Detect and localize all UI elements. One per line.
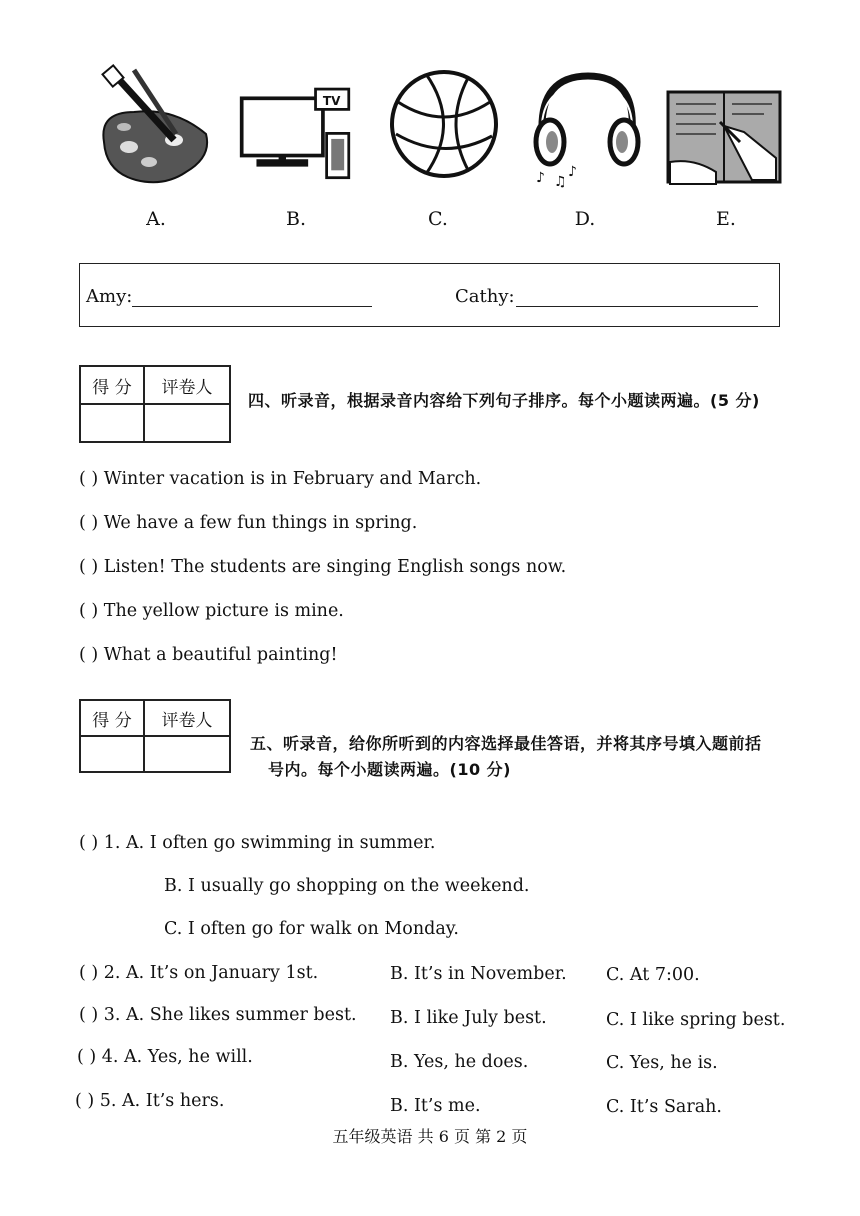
picture-label-d: D. bbox=[574, 208, 596, 230]
q1-option-b: B. I usually go shopping on the weekend. bbox=[164, 876, 530, 896]
q5-option-c: C. It’s Sarah. bbox=[606, 1097, 722, 1117]
cathy-label: Cathy: bbox=[455, 286, 515, 307]
q1-option-c: C. I often go for walk on Monday. bbox=[164, 919, 459, 939]
page-footer: 五年级英语 共 6 页 第 2 页 bbox=[332, 1127, 528, 1146]
q1-option-a: ( ) 1. A. I often go swimming in summer. bbox=[79, 833, 436, 853]
q3-option-b: B. I like July best. bbox=[390, 1008, 547, 1028]
picture-label-b: B. bbox=[285, 208, 306, 230]
svg-text:♫: ♫ bbox=[554, 174, 567, 190]
amy-label: Amy: bbox=[86, 286, 133, 307]
amy-answer-line[interactable] bbox=[132, 306, 372, 307]
q3-option-c: C. I like spring best. bbox=[606, 1010, 786, 1030]
q4-option-a: ( ) 4. A. Yes, he will. bbox=[77, 1047, 253, 1067]
q2-option-b: B. It’s in November. bbox=[390, 964, 567, 984]
q2-option-c: C. At 7:00. bbox=[606, 965, 700, 985]
answer-box bbox=[79, 263, 780, 327]
cathy-answer-line[interactable] bbox=[516, 306, 758, 307]
score-table-section4 bbox=[79, 365, 231, 443]
score-cell[interactable] bbox=[80, 736, 144, 772]
tv-computer-icon bbox=[238, 62, 358, 190]
picture-label-e: E. bbox=[716, 208, 736, 230]
grader-cell[interactable] bbox=[144, 736, 230, 772]
paint-palette-icon bbox=[94, 62, 214, 190]
q5-option-a: ( ) 5. A. It’s hers. bbox=[75, 1091, 225, 1111]
q3-option-a: ( ) 3. A. She likes summer best. bbox=[79, 1005, 357, 1025]
score-cell[interactable] bbox=[80, 404, 144, 442]
picture-label-c: C. bbox=[428, 208, 448, 230]
q4-option-c: C. Yes, he is. bbox=[606, 1053, 718, 1073]
grader-header: 评卷人 bbox=[144, 366, 230, 404]
book-writing-icon bbox=[664, 62, 784, 190]
tv-text: TV bbox=[322, 93, 341, 108]
section5-title-line2: 号内。每个小题读两遍。(10 分) bbox=[268, 760, 511, 779]
score-table-section5 bbox=[79, 699, 231, 773]
section4-item-4: ( ) The yellow picture is mine. bbox=[79, 601, 344, 621]
q4-option-b: B. Yes, he does. bbox=[390, 1052, 529, 1072]
section5-title-line1: 五、听录音，给你所听到的内容选择最佳答语，并将其序号填入题前括 bbox=[250, 734, 762, 753]
section4-item-5: ( ) What a beautiful painting! bbox=[79, 645, 338, 665]
section4-title: 四、听录音，根据录音内容给下列句子排序。每个小题读两遍。(5 分) bbox=[248, 391, 760, 410]
grader-header: 评卷人 bbox=[144, 700, 230, 736]
grader-cell[interactable] bbox=[144, 404, 230, 442]
q2-option-a: ( ) 2. A. It’s on January 1st. bbox=[79, 963, 319, 983]
score-header: 得 分 bbox=[80, 700, 144, 736]
section4-item-2: ( ) We have a few fun things in spring. bbox=[79, 513, 418, 533]
basketball-icon bbox=[386, 62, 506, 190]
picture-label-a: A. bbox=[146, 208, 166, 230]
section4-item-1: ( ) Winter vacation is in February and March. bbox=[79, 469, 482, 489]
svg-text:♪: ♪ bbox=[536, 170, 545, 186]
score-header: 得 分 bbox=[80, 366, 144, 404]
svg-text:♪: ♪ bbox=[568, 164, 577, 180]
q5-option-b: B. It’s me. bbox=[390, 1096, 481, 1116]
headphones-music-icon bbox=[528, 62, 648, 190]
section4-item-3: ( ) Listen! The students are singing English songs now. bbox=[79, 557, 567, 577]
